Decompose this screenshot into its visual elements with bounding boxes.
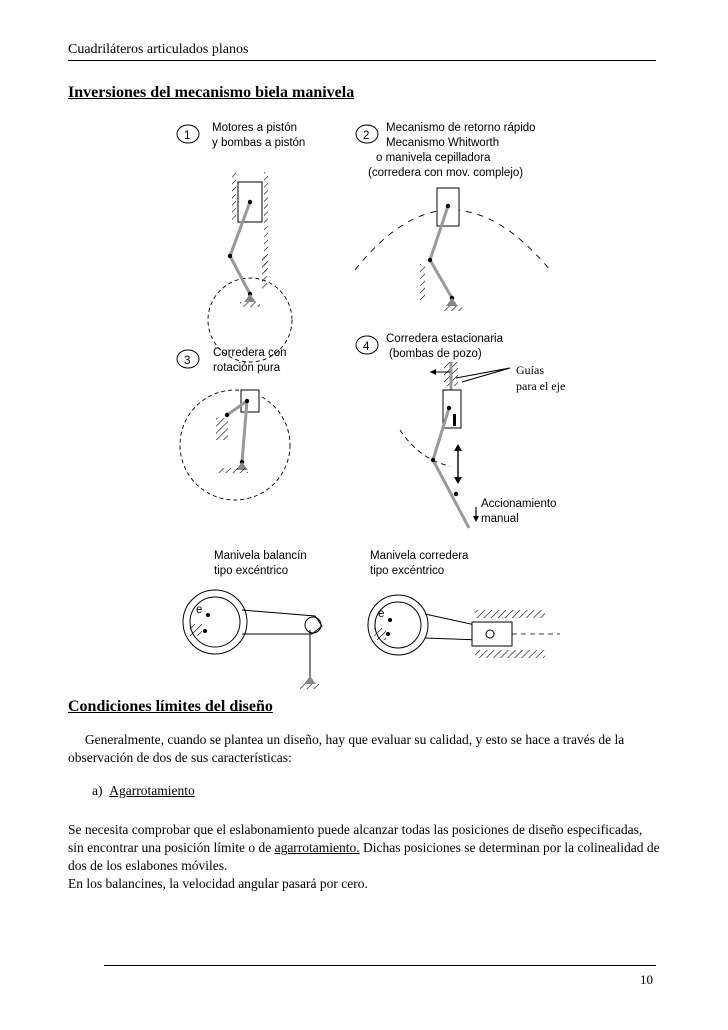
body-text-part1: Se necesita comprobar que el eslabonamiento puede alcanzar todas las posiciones de diseño especificadas, sin encontrar una posición límite o de bbox=[68, 822, 643, 855]
panel-4-guide-pointer-1 bbox=[456, 368, 510, 378]
intro-text: Generalmente, cuando se plantea un diseño, hay que evaluar su calidad, y esto se hace a través de la observación de dos de sus características: bbox=[68, 732, 625, 765]
panel-4-guide-arrowhead-left bbox=[430, 369, 436, 375]
panel-3-pin-top bbox=[245, 399, 249, 403]
running-header: Cuadriláteros articulados planos bbox=[68, 42, 249, 57]
panel-6-slider-block bbox=[472, 622, 512, 646]
panel-1-piston-engine bbox=[177, 122, 305, 362]
panel-4-pump-rod bbox=[433, 460, 469, 528]
panel-2-pin-top bbox=[446, 204, 450, 208]
panel-1-ground-hatch bbox=[240, 302, 260, 307]
panel-4-action-label-line2: manual bbox=[481, 513, 519, 525]
panel-2-ground-support bbox=[446, 298, 458, 306]
panel-5-e-label: e bbox=[196, 604, 203, 616]
panel-4-action-arrowhead bbox=[473, 516, 479, 522]
panel-2-caption-line2: Mecanismo Whitworth bbox=[386, 137, 500, 149]
panel-1-cylinder-wall-left bbox=[232, 172, 236, 222]
panel-5-caption-line1: Manivela balancín bbox=[214, 550, 307, 562]
panel-5-ground-hatch bbox=[300, 684, 320, 689]
section-title-inversiones: Inversiones del mecanismo biela manivela bbox=[68, 84, 355, 101]
panel-6-caption-line1: Manivela corredera bbox=[370, 550, 469, 562]
panel-4-action-label-line1: Accionamiento bbox=[481, 498, 557, 510]
panel-3-number: 3 bbox=[184, 355, 191, 367]
panel-6-pivot bbox=[386, 632, 390, 636]
panel-6-bottom-guide bbox=[475, 650, 545, 658]
footer-rule bbox=[104, 965, 656, 966]
panel-1-caption-line1: Motores a pistón bbox=[212, 122, 298, 134]
section-title-condiciones: Condiciones límites del diseño bbox=[68, 698, 273, 715]
header-rule bbox=[68, 60, 656, 61]
body-text-part2: Dichas posiciones se determinan por la colinealidad de dos de los eslabones móviles. bbox=[68, 840, 660, 873]
panel-3-pure-rotation bbox=[177, 347, 290, 500]
panel-5-eccentric-outer bbox=[183, 590, 247, 654]
panel-5-pivot-hatch bbox=[190, 624, 202, 636]
panel-5-caption-line2: tipo excéntrico bbox=[214, 565, 289, 577]
panel-6-e-label: e bbox=[378, 608, 385, 620]
list-item-agarrotamiento bbox=[92, 783, 195, 799]
panel-6-pivot-hatch bbox=[374, 628, 386, 640]
panel-5-eccentric-crank-rocker bbox=[183, 550, 322, 689]
panel-4-pin-low bbox=[454, 492, 458, 496]
panel-3-left-hatch bbox=[216, 418, 228, 440]
panel-5-pivot bbox=[203, 629, 207, 633]
panel-2-caption-line3: o manivela cepilladora bbox=[376, 152, 491, 164]
panel-4-pin-top bbox=[447, 406, 451, 410]
panel-4-double-arrowhead-up bbox=[454, 444, 462, 451]
panel-6-eccentric-outer bbox=[368, 595, 428, 655]
list-item-marker: a) bbox=[92, 783, 103, 798]
panel-2-number: 2 bbox=[363, 130, 370, 142]
mechanism-figure-svg bbox=[150, 110, 590, 690]
body-term-agarrotamiento: agarrotamiento. bbox=[274, 840, 360, 855]
panel-6-caption-line2: tipo excéntrico bbox=[370, 565, 445, 577]
panel-5-rod-end bbox=[305, 617, 321, 633]
panel-1-number: 1 bbox=[184, 130, 191, 142]
panel-2-pin-mid bbox=[428, 258, 432, 262]
panel-4-guides-label-line1: Guías bbox=[516, 363, 544, 377]
panel-3-ground-hatch bbox=[218, 468, 248, 473]
panel-3-caption-line1: Corredera con bbox=[213, 347, 287, 359]
list-item-label: Agarrotamiento bbox=[109, 783, 195, 798]
panel-3-caption-line2: rotación pura bbox=[213, 362, 281, 374]
panel-2-whitworth bbox=[355, 122, 550, 311]
panel-4-caption-line2: (bombas de pozo) bbox=[389, 348, 482, 360]
panel-6-top-guide bbox=[475, 610, 545, 618]
panel-6-eccentric-slider-crank bbox=[368, 550, 560, 658]
panel-2-side-hatch bbox=[420, 264, 425, 300]
panel-6-center bbox=[388, 618, 392, 622]
panel-4-stationary-slider bbox=[356, 333, 565, 528]
panel-1-pin-top bbox=[248, 200, 252, 204]
panel-4-guide-pointer-2 bbox=[462, 368, 510, 382]
panel-3-circle bbox=[180, 390, 290, 500]
intro-paragraph bbox=[68, 731, 660, 767]
page-number: 10 bbox=[640, 972, 653, 987]
panel-1-ground-support bbox=[244, 294, 256, 302]
panel-2-ground-hatch bbox=[442, 306, 462, 311]
body-paragraph bbox=[68, 821, 660, 893]
panel-5-ground-support bbox=[304, 676, 316, 684]
panel-2-caption-line1: Mecanismo de retorno rápido bbox=[386, 122, 536, 134]
panel-2-crank bbox=[430, 260, 452, 298]
panel-5-center bbox=[206, 613, 210, 617]
panel-4-pin-mid bbox=[431, 458, 435, 462]
panel-3-slider bbox=[241, 390, 259, 412]
panel-1-caption-line2: y bombas a pistón bbox=[212, 137, 306, 149]
panel-1-crank bbox=[230, 256, 250, 294]
panel-1-side-hatch bbox=[262, 256, 267, 290]
panel-4-slider-pin bbox=[453, 414, 456, 426]
mechanism-figure bbox=[150, 110, 590, 690]
panel-4-caption-line1: Corredera estacionaria bbox=[386, 333, 503, 345]
panel-2-caption-line4: (corredera con mov. complejo) bbox=[368, 167, 524, 179]
panel-4-number: 4 bbox=[363, 341, 370, 353]
body-text-line3: En los balancines, la velocidad angular pasará por cero. bbox=[68, 876, 368, 891]
panel-4-arc bbox=[400, 430, 450, 466]
panel-4-rod bbox=[433, 408, 449, 460]
panel-4-double-arrowhead-down bbox=[454, 477, 462, 484]
panel-4-guides-label-line2: para el eje bbox=[516, 379, 566, 393]
panel-1-pin-mid bbox=[228, 254, 232, 258]
panel-3-pin-left bbox=[225, 413, 229, 417]
